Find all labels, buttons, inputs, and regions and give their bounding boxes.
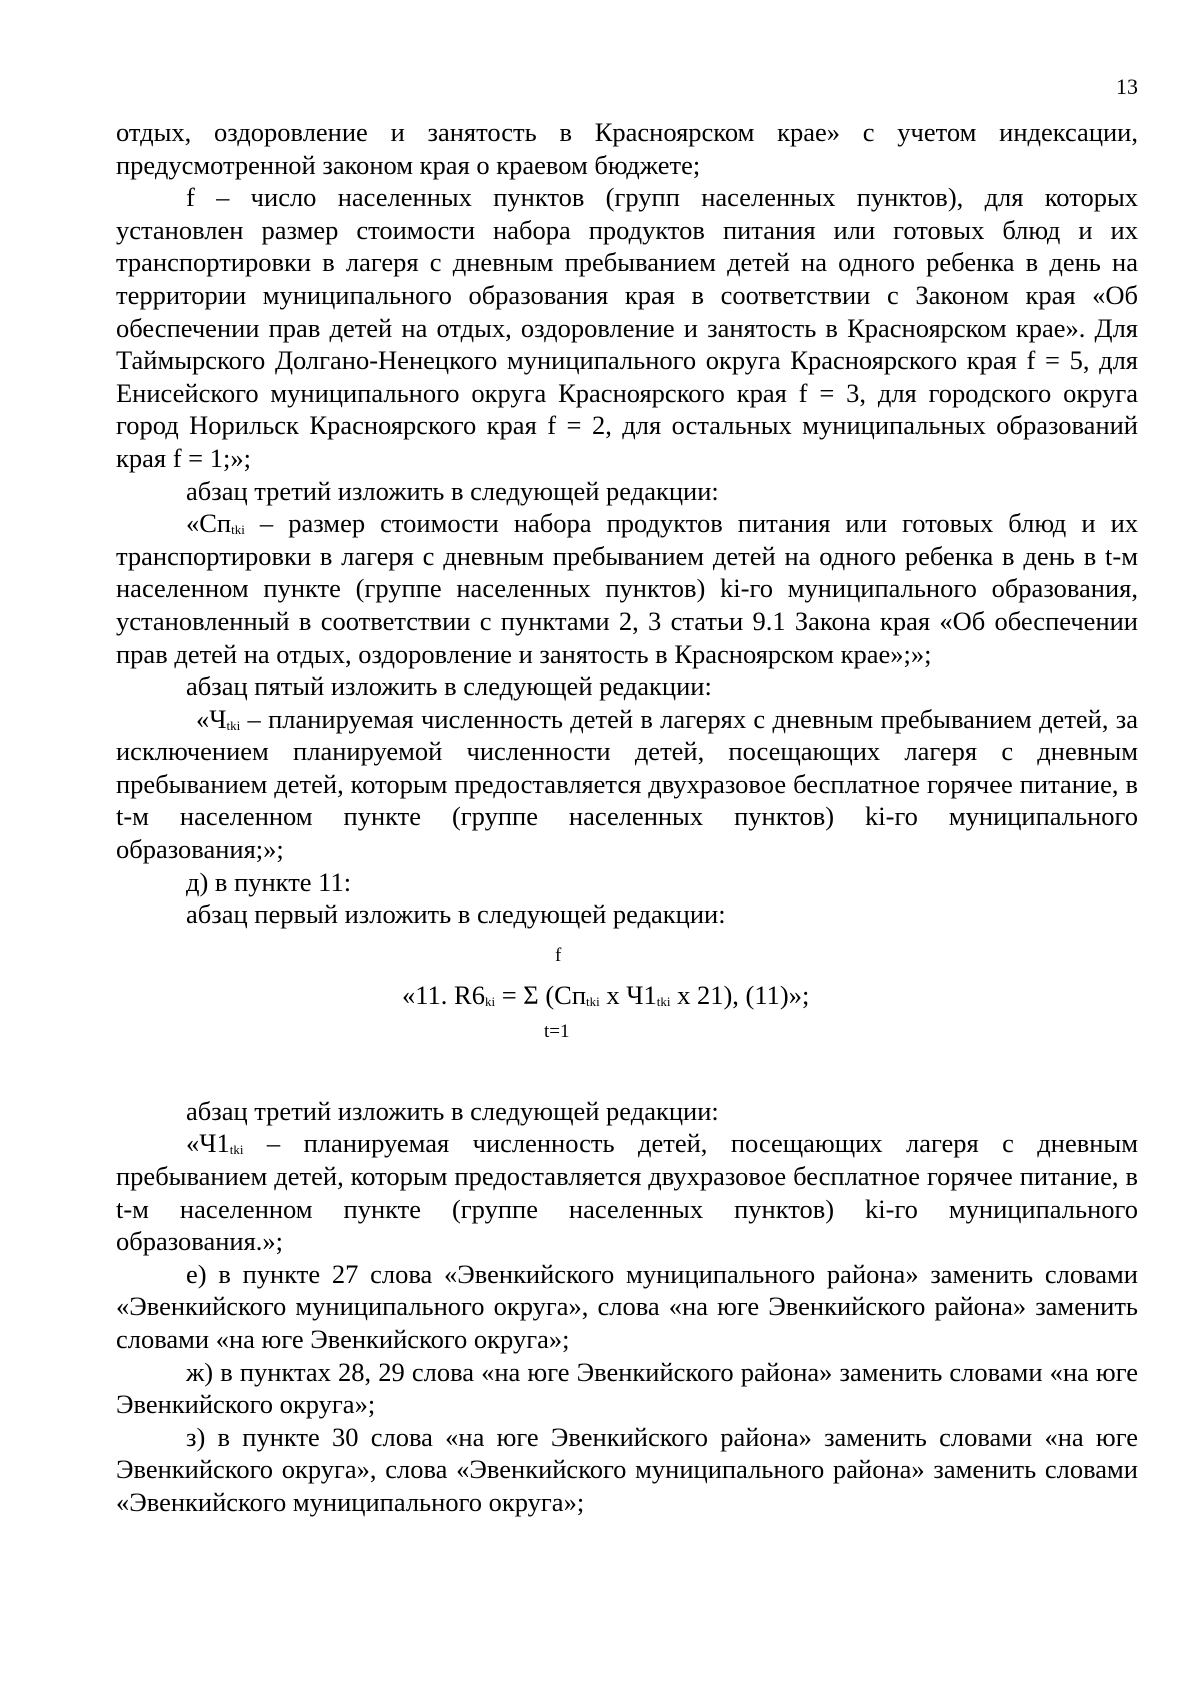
subscript: tki — [226, 717, 241, 733]
paragraph: абзац третий изложить в следующей редакции: — [186, 475, 719, 506]
page-number: 13 — [1116, 74, 1138, 99]
paragraph: абзац пятый изложить в следующей редакции: — [186, 671, 712, 702]
text-run: – планируемая численность детей в лагерях с дневным пребыванием детей, за исключением планируемой численности детей, посещающих лагеря с дневным пребыванием детей, которым предоставляется двухразовое бесплатное горячее питание, в t-м населенном пункте (группе населенных пунктов) ki-го муниципального образования;»; — [116, 703, 1138, 865]
text-run: – размер стоимости набора продуктов питания или готовых блюд и их транспортировки в лагеря с дневным пребыванием детей на одного ребенка в день в t-м населенном пункте (группе населенных пунктов) ki-го муниципального образования, установленный в соответствии с пунктами 2, 3 статьи 9.1 Закона края «Об обеспечении прав детей на отдых, оздоровление и занятость в Красноярском крае»;»; — [116, 508, 1138, 669]
document-body — [116, 116, 1138, 1519]
paragraph-definition-ch — [116, 703, 1138, 866]
paragraph: е) в пункте 27 слова «Эвенкийского муниципального района» заменить словами «Эвенкийского муниципального округа», слова «на юге Эвенкийского района» заменить словами «на юге Эвенкийского округа»; — [116, 1258, 1138, 1354]
sum-lower-limit: t=1 — [544, 1020, 570, 1042]
subscript: tki — [656, 993, 671, 1009]
subscript: tki — [586, 993, 600, 1009]
sum-upper-limit: f — [555, 944, 562, 966]
text-run: «Ч — [196, 703, 227, 734]
formula-text: х Ч1 — [599, 979, 657, 1010]
paragraph: з) в пункте 30 слова «на юге Эвенкийского района» заменить словами «на юге Эвенкийского округа», слова «Эвенкийского муниципального района» заменить словами «Эвенкийского муниципального округа»; — [116, 1421, 1138, 1517]
formula-text: «11. R6 — [402, 979, 485, 1010]
text-run: «Сп — [186, 508, 232, 539]
paragraph: абзац первый изложить в следующей редакции: — [186, 899, 726, 930]
subscript: tki — [229, 1142, 244, 1158]
paragraph: д) в пункте 11: — [186, 866, 352, 897]
formula-expression — [402, 979, 809, 1011]
subscript: tki — [231, 522, 245, 538]
text-run: – планируемая численность детей, посещающих лагеря с дневным пребыванием детей, которым предоставляется двухразовое бесплатное горячее питание, в t-м населенном пункте (группе населенных пунктов) ki-го муниципального образования.»; — [116, 1128, 1138, 1257]
paragraph: f – число населенных пунктов (групп населенных пунктов), для которых установлен размер стоимости набора продуктов питания или готовых блюд и их транспортировки в лагеря с дневным пребыванием детей на одного ребенка в день на территории муниципального образования края в соответствии с Законом края «Об обеспечении прав детей на отдых, оздоровление и занятость в Красноярском крае». Для Таймырского Долгано-Ненецкого муниципального округа Красноярского края f = 5, для Енисейского муниципального округа Красноярского края f = 3, для городского округа город Норильск Красноярского края f = 2, для остальных муниципальных образований края f = 1;»; — [116, 182, 1138, 473]
formula-text: х 21), (11)»; — [670, 979, 810, 1010]
paragraph-definition-sp — [116, 507, 1138, 670]
paragraph: отдых, оздоровление и занятость в Красноярском крае» с учетом индексации, предусмотренной законом края о краевом бюджете; — [116, 117, 1138, 180]
text-run: «Ч1 — [186, 1128, 230, 1159]
paragraph-definition-ch1 — [116, 1127, 1138, 1257]
paragraph: абзац третий изложить в следующей редакции: — [186, 1095, 719, 1126]
formula-text: = Σ (Сп — [495, 979, 587, 1010]
formula — [116, 937, 1138, 1059]
paragraph: ж) в пунктах 28, 29 слова «на юге Эвенкийского района» заменить словами «на юге Эвенкийского округа»; — [116, 1356, 1138, 1420]
subscript: ki — [484, 993, 496, 1009]
